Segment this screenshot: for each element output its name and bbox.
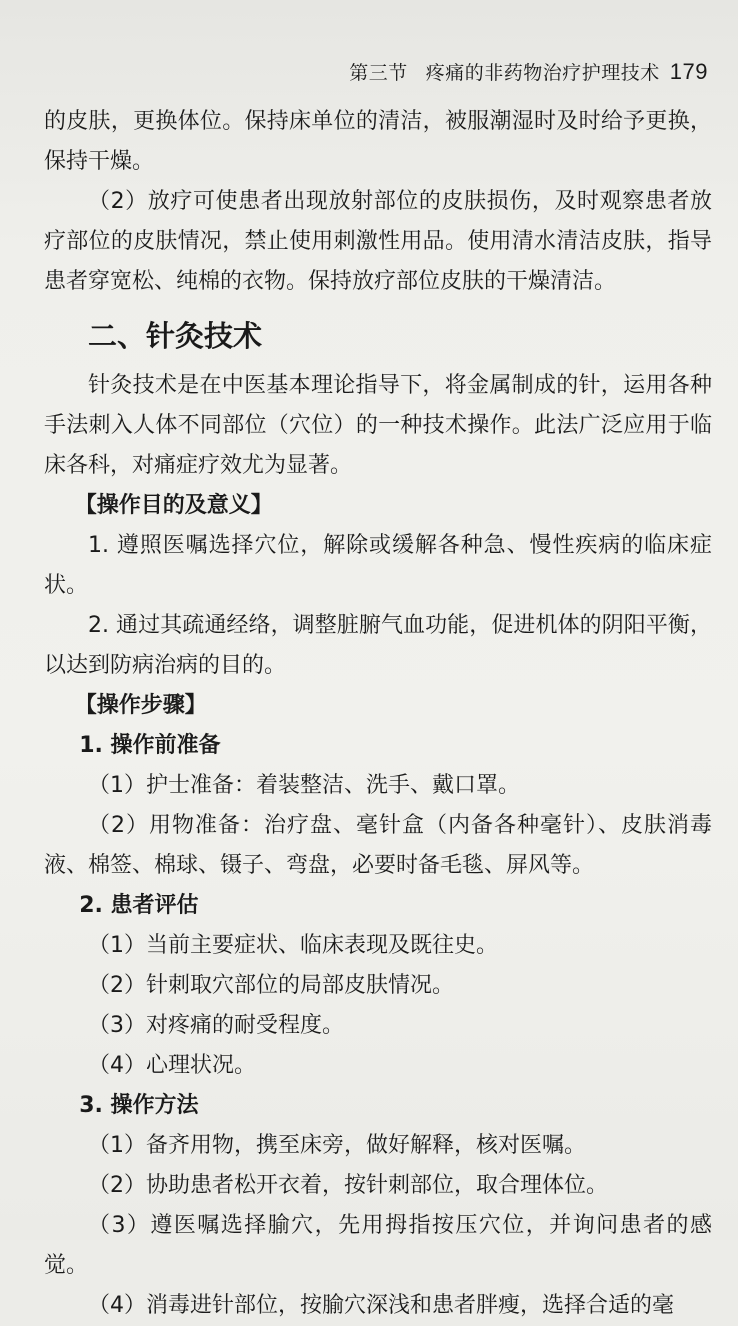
header-chapter-title: 疼痛的非药物治疗护理技术 (425, 62, 660, 84)
paragraph-continued: 的皮肤，更换体位。保持床单位的清洁，被服潮湿时及时给予更换，保持干燥。 (44, 109, 712, 174)
section-heading: 二、针灸技术 (88, 319, 263, 353)
step3-item-3: （3）遵医嘱选择腧穴，先用拇指按压穴位，并询问患者的感觉。 (44, 1213, 712, 1278)
running-header (349, 58, 708, 85)
header-section-label: 第三节 (349, 62, 408, 84)
step3-item-2: （2）协助患者松开衣着，按针刺部位，取合理体位。 (88, 1173, 608, 1198)
purpose-item-1: 1. 遵照医嘱选择穴位，解除或缓解各种急、慢性疾病的临床症状。 (44, 533, 712, 598)
step2-item-2: （2）针刺取穴部位的局部皮肤情况。 (88, 973, 454, 998)
step1-heading: 1. 操作前准备 (79, 733, 221, 758)
step2-heading: 2. 患者评估 (79, 893, 199, 918)
page-number: 179 (669, 59, 708, 84)
step3-item-4: （4）消毒进针部位，按腧穴深浅和患者胖瘦，选择合适的毫 (88, 1293, 674, 1318)
step3-item-1: （1）备齐用物，携至床旁，做好解释，核对医嘱。 (88, 1133, 586, 1158)
step2-item-4: （4）心理状况。 (88, 1053, 256, 1078)
steps-heading: 【操作步骤】 (74, 693, 207, 718)
purpose-heading: 【操作目的及意义】 (74, 493, 273, 518)
step3-heading: 3. 操作方法 (79, 1093, 199, 1118)
paragraph-acupuncture-intro: 针灸技术是在中医基本理论指导下，将金属制成的针，运用各种手法刺入人体不同部位（穴位）的一种技术操作。此法广泛应用于临床各科，对痛症疗效尤为显著。 (44, 373, 712, 478)
step1-item-2: （2）用物准备：治疗盘、毫针盒（内备各种毫针）、皮肤消毒液、棉签、棉球、镊子、弯盘，必要时备毛毯、屏风等。 (44, 813, 712, 878)
page-body (44, 102, 712, 1326)
purpose-item-2: 2. 通过其疏通经络，调整脏腑气血功能，促进机体的阴阳平衡，以达到防病治病的目的。 (44, 613, 712, 678)
paragraph-radiotherapy: （2）放疗可使患者出现放射部位的皮肤损伤，及时观察患者放疗部位的皮肤情况，禁止使用刺激性用品。使用清水清洁皮肤，指导患者穿宽松、纯棉的衣物。保持放疗部位皮肤的干燥清洁。 (44, 189, 712, 294)
step2-item-3: （3）对疼痛的耐受程度。 (88, 1013, 344, 1038)
step2-item-1: （1）当前主要症状、临床表现及既往史。 (88, 933, 498, 958)
step1-item-1: （1）护士准备：着装整洁、洗手、戴口罩。 (88, 773, 520, 798)
